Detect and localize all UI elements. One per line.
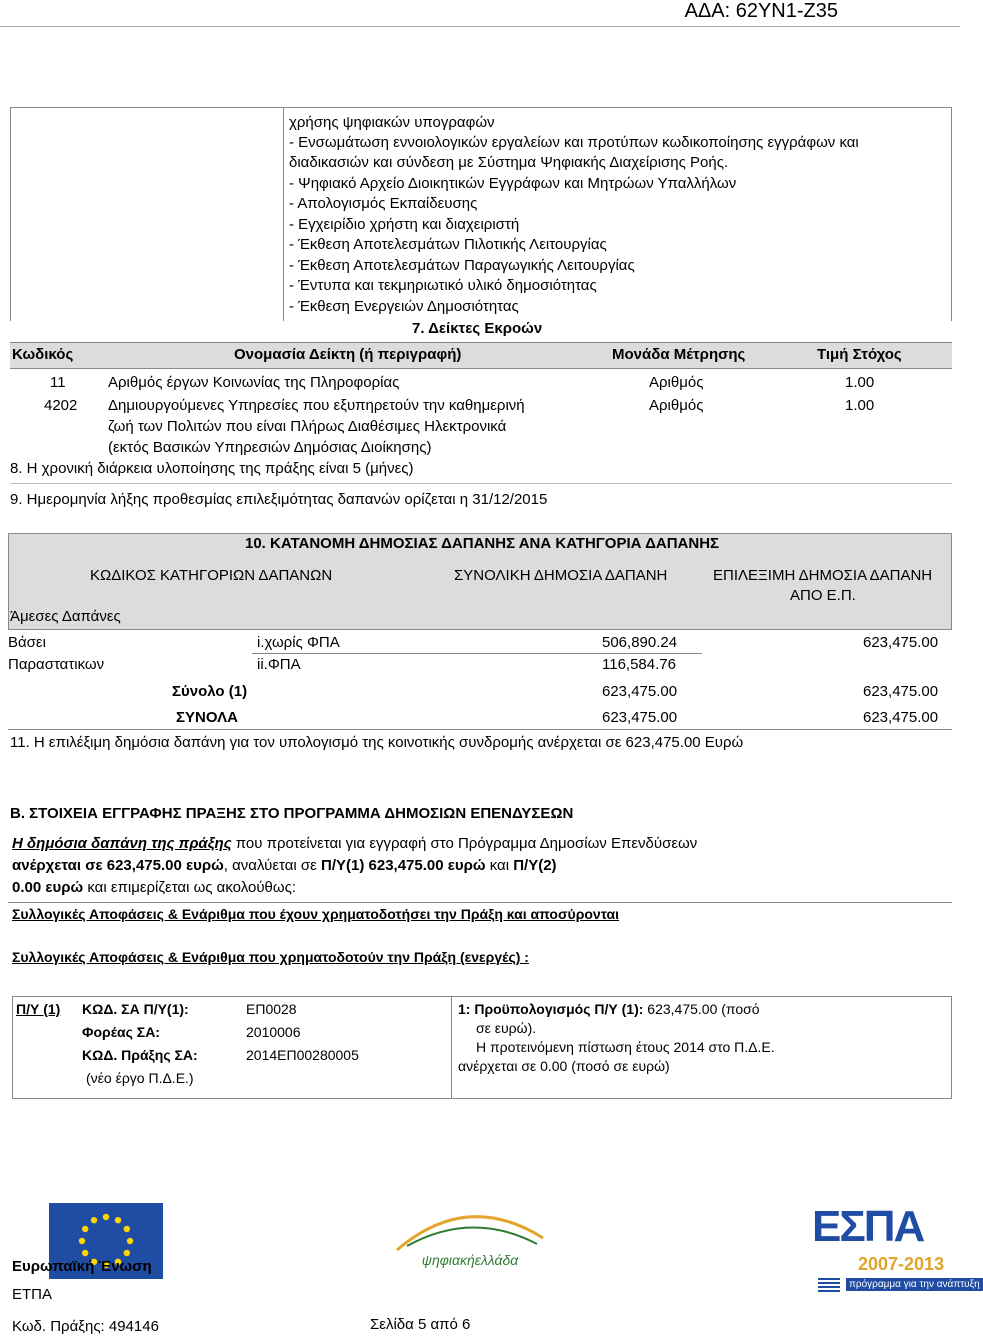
pre-line: σε ευρώ). (476, 1020, 537, 1036)
funded-title: Συλλογικές Αποφάσεις & Ενάριθμα που έχουν χρηματοδοτήσει την Πράξη και αποσύρονται (12, 906, 620, 922)
expense-col-code: ΚΩΔΙΚΟΣ ΚΑΤΗΓΟΡΙΩΝ ΔΑΠΑΝΩΝ (90, 567, 333, 584)
indicator-target: 1.00 (845, 397, 875, 414)
deliverable-line: - Έκθεση Ενεργειών Δημοσιότητας (289, 298, 519, 315)
foreas-label: Φορέας ΣΑ: (82, 1024, 160, 1040)
subtotal-total: 623,475.00 (602, 683, 678, 700)
indicator-name: ζωή των Πολιτών που είναι Πλήρως Διαθέσιμες Ηλεκτρονικά (108, 418, 507, 435)
section-b-para-3: 0.00 ευρώ και επιμερίζεται ως ακολούθως: (12, 879, 296, 896)
expense-col-eligible-2: ΑΠΟ Ε.Π. (790, 587, 856, 604)
espa-logo: ΕΣΠΑ 2007-2013 πρόγραμμα για την ανάπτυξη (808, 1200, 958, 1300)
row-total: 506,890.24 (602, 634, 678, 651)
indicator-name: Δημιουργούμενες Υπηρεσίες που εξυπηρετούν την καθημερινή (108, 397, 525, 414)
deadline-text: 9. Ημερομηνία λήξης προθεσμίας επιλεξιμότητας δαπανών ορίζεται η 31/12/2015 (10, 491, 548, 508)
header-rule (0, 26, 960, 27)
indicators-header-row (10, 342, 952, 368)
foreas-value: 2010006 (246, 1024, 301, 1040)
section-b-para-2: ανέρχεται σε 623,475.00 ευρώ, αναλύεται σε Π/Υ(1) 623,475.00 ευρώ και Π/Υ(2) (12, 857, 557, 874)
category-label: Βάσει (8, 634, 46, 651)
digital-greece-logo: ψηφιακήελλάδα (387, 1200, 553, 1284)
praxis-label: ΚΩΔ. Πράξης ΣΑ: (82, 1047, 198, 1063)
new-work: (νέο έργο Π.Δ.Ε.) (86, 1070, 194, 1086)
greek-flag-icon (818, 1278, 840, 1293)
funding-title: Συλλογικές Αποφάσεις & Ενάριθμα που χρηματοδοτούν την Πράξη (ενεργές) : (12, 949, 529, 965)
grand-eligible: 623,475.00 (863, 709, 939, 726)
deliverable-line: χρήσης ψηφιακών υπογραφών (289, 114, 495, 131)
section-b-title: Β. ΣΤΟΙΧΕΙΑ ΕΓΓΡΑΦΗΣ ΠΡΑΞΗΣ ΣΤΟ ΠΡΟΓΡΑΜΜΑ ΔΗΜΟΣΙΩΝ ΕΠΕΝΔΥΣΕΩΝ (10, 805, 574, 822)
direct-expenses: Άμεσες Δαπάνες (10, 608, 121, 625)
praxis-value: 2014ΕΠ00280005 (246, 1047, 359, 1063)
indicator-unit: Αριθμός (649, 397, 704, 414)
pre-line: Η προτεινόμενη πίστωση έτους 2014 στο Π.Δ.Ε. (476, 1039, 775, 1055)
row-total: 116,584.76 (602, 656, 676, 673)
deliverable-line: - Έκθεση Αποτελεσμάτων Παραγωγικής Λειτουργίας (289, 257, 635, 274)
indicator-unit: Αριθμός (649, 374, 704, 391)
espa-fund-label: ΕΤΠΑ (12, 1286, 53, 1303)
expense-col-eligible: ΕΠΙΛΕΞΙΜΗ ΔΗΜΟΣΙΑ ΔΑΠΑΝΗ (713, 567, 933, 584)
category-label: Παραστατικων (8, 656, 105, 673)
indicator-name: Αριθμός έργων Κοινωνίας της Πληροφορίας (108, 374, 400, 391)
sa-value: ΕΠ0028 (246, 1001, 297, 1017)
deliverable-line: - Εγχειρίδιο χρήστη και διαχειριστή (289, 216, 520, 233)
row-label: i.χωρίς ΦΠΑ (257, 634, 340, 651)
duration-text: 8. Η χρονική διάρκεια υλοποίησης της πράξης είναι 5 (μήνες) (10, 460, 414, 477)
deliverable-line: - Ψηφιακό Αρχείο Διοικητικών Εγγράφων και Μητρώων Υπαλλήλων (289, 175, 737, 192)
indicators-title: 7. Δείκτες Εκροών (412, 320, 543, 337)
subtotal-label: Σύνολο (1) (172, 683, 248, 700)
row-label: ii.ΦΠΑ (257, 656, 301, 673)
indicator-code: 11 (50, 374, 66, 391)
deliverable-line: - Έκθεση Αποτελεσμάτων Πιλοτικής Λειτουργίας (289, 236, 607, 253)
sa-label: ΚΩΔ. ΣΑ Π/Υ(1): (82, 1001, 189, 1017)
row-eligible: 623,475.00 (863, 634, 939, 651)
pre-line: ανέρχεται σε 0.00 (ποσό σε ευρώ) (458, 1058, 670, 1074)
eligible-note: 11. Η επιλέξιμη δημόσια δαπάνη για τον υπολογισμό της κοινοτικής συνδρομής ανέρχεται σε 623,475.00 Ευρώ (10, 734, 744, 751)
eu-label: Ευρωπαϊκή Ένωση (12, 1258, 152, 1275)
deliverable-line: διαδικασιών και σύνδεση με Σύστημα Ψηφιακής Διαχείρισης Ροής. (289, 154, 729, 171)
pre-budget: 1: Προϋπολογισμός Π/Υ (1): 623,475.00 (ποσό (458, 1001, 760, 1017)
expense-title: 10. ΚΑΤΑΝΟΜΗ ΔΗΜΟΣΙΑΣ ΔΑΠΑΝΗΣ ΑΝΑ ΚΑΤΗΓΟΡΙΑ ΔΑΠΑΝΗΣ (245, 535, 720, 552)
col-target: Τιμή Στόχος (817, 346, 902, 363)
expense-col-total: ΣΥΝΟΛΙΚΗ ΔΗΜΟΣΙΑ ΔΑΠΑΝΗ (454, 567, 668, 584)
indicator-target: 1.00 (845, 374, 875, 391)
indicator-code: 4202 (44, 397, 78, 414)
ada-header: ΑΔΑ: 62ΥΝ1-Ζ35 (684, 0, 838, 22)
deliverable-line: - Ενσωμάτωση εννοιολογικών εργαλείων και προτύπων κωδικοποίησης εγγράφων και (289, 134, 859, 151)
deliverable-line: - Απολογισμός Εκπαίδευσης (289, 195, 478, 212)
subtotal-eligible: 623,475.00 (863, 683, 939, 700)
deliverable-line: - Έντυπα και τεκμηριωτικό υλικό δημοσιότητας (289, 277, 597, 294)
page-number: Σελίδα 5 από 6 (370, 1316, 471, 1333)
grand-total: 623,475.00 (602, 709, 678, 726)
col-unit: Μονάδα Μέτρησης (612, 346, 746, 363)
indicator-name: (εκτός Βασικών Υπηρεσιών Δημόσιας Διοίκησης) (108, 439, 432, 456)
section-b-para-1: Η δημόσια δαπάνη της πράξης που προτείνεται για εγγραφή στο Πρόγραμμα Δημοσίων Επενδύσεων (12, 835, 698, 852)
col-code: Κωδικός (12, 346, 74, 363)
praxis-code: Κωδ. Πράξης: 494146 (12, 1318, 159, 1335)
col-name: Ονομασία Δείκτη (ή περιγραφή) (234, 346, 462, 363)
grand-label: ΣΥΝΟΛΑ (176, 709, 238, 726)
budget-label: Π/Υ (1) (16, 1001, 61, 1017)
